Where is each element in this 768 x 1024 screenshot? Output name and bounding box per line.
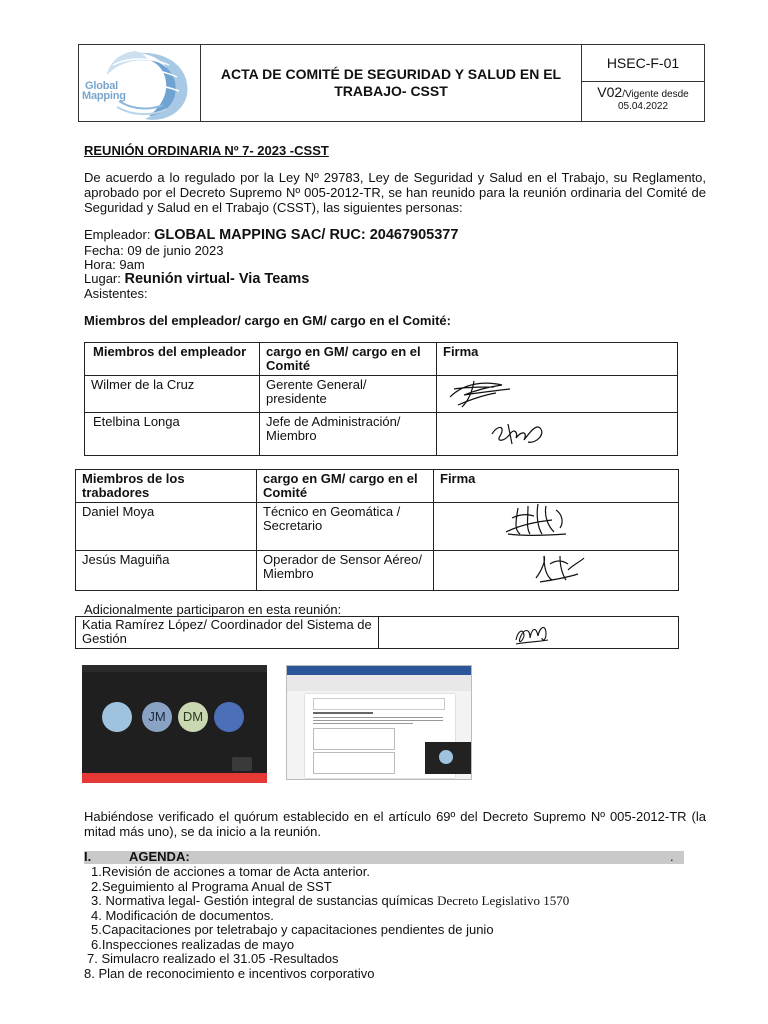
participant-avatar-photo bbox=[214, 702, 244, 732]
employer-members-table bbox=[84, 342, 678, 456]
member-role: Técnico en Geomática / Secretario bbox=[257, 503, 434, 551]
column-header: Firma bbox=[434, 470, 679, 503]
agenda-title: AGENDA: bbox=[129, 849, 190, 864]
participant-avatar: DM bbox=[178, 702, 208, 732]
member-role: Operador de Sensor Aéreo/ Miembro bbox=[257, 551, 434, 591]
logo-text-line1: Global bbox=[85, 80, 119, 92]
signature-wilmer-image bbox=[444, 375, 520, 411]
list-item: 5.Capacitaciones por teletrabajo y capacitaciones pendientes de junio bbox=[91, 922, 494, 937]
meeting-date: Fecha: 09 de junio 2023 bbox=[84, 243, 224, 258]
participant-avatar: JM bbox=[142, 702, 172, 732]
meeting-time: Hora: 9am bbox=[84, 257, 145, 272]
table-header-row bbox=[76, 470, 679, 503]
additional-participants-title: Adicionalmente participaron en esta reunión: bbox=[84, 602, 342, 617]
teams-meeting-screenshot bbox=[82, 665, 267, 783]
signature-katia-image bbox=[512, 620, 552, 648]
column-header: cargo en GM/ cargo en el Comité bbox=[257, 470, 434, 503]
place-label: Lugar: bbox=[84, 271, 125, 286]
employer-line bbox=[84, 227, 706, 243]
table-row bbox=[76, 617, 679, 649]
participant-name: Katia Ramírez López/ Coordinador del Sistema de Gestión bbox=[76, 617, 379, 649]
member-role: Gerente General/ presidente bbox=[260, 376, 437, 413]
member-name: Daniel Moya bbox=[76, 503, 257, 551]
column-header: Miembros de los trabadores bbox=[76, 470, 257, 503]
column-header: Miembros del empleador bbox=[85, 343, 260, 376]
agenda-item-3-suffix: Decreto Legislativo 1570 bbox=[437, 893, 570, 908]
agenda-dot: . bbox=[670, 849, 674, 864]
place-value: Reunión virtual- Via Teams bbox=[124, 271, 310, 287]
signature-etelbina-image bbox=[488, 414, 552, 450]
column-header: cargo en GM/ cargo en el Comité bbox=[260, 343, 437, 376]
table-row bbox=[76, 503, 679, 551]
document-header bbox=[78, 44, 705, 122]
table-header-row bbox=[85, 343, 678, 376]
column-header: Firma bbox=[437, 343, 678, 376]
document-title: ACTA DE COMITÉ DE SEGURIDAD Y SALUD EN EL TRABAJO- CSST bbox=[201, 45, 582, 121]
list-item: 2.Seguimiento al Programa Anual de SST bbox=[91, 878, 332, 894]
member-name: Jesús Maguiña bbox=[76, 551, 257, 591]
quorum-paragraph: Habiéndose verificado el quórum establecido en el artículo 69º del Decreto Supremo Nº 005-2012-TR (la mitad más uno), se da inicio a la reunión. bbox=[84, 809, 706, 839]
agenda-list bbox=[84, 865, 569, 981]
document-version bbox=[582, 82, 704, 121]
list-item bbox=[84, 894, 569, 909]
attendees-label: Asistentes: bbox=[84, 286, 148, 301]
logo-text-line2: Mapping bbox=[82, 90, 126, 102]
version-suffix: /Vigente desde bbox=[622, 89, 689, 100]
document-editor-screenshot bbox=[286, 665, 472, 780]
intro-paragraph: De acuerdo a lo regulado por la Ley Nº 29783, Ley de Seguridad y Salud en el Trabajo, su Reglamento, aprobado por el Decreto Supremo Nº 005-2012-TR, se han reunido para la reunión ordinaria del Comité de Seguridad y Salud en el Trabajo (CSST), las siguientes personas: bbox=[84, 170, 706, 215]
version-number: V02 bbox=[597, 84, 623, 100]
signature-jesus-image bbox=[530, 550, 590, 586]
document-code-block bbox=[582, 45, 704, 121]
additional-participants-table bbox=[75, 616, 679, 649]
table-row bbox=[85, 413, 678, 456]
member-name: Etelbina Longa bbox=[85, 413, 260, 456]
document-code: HSEC-F-01 bbox=[582, 45, 704, 82]
place-line bbox=[84, 271, 706, 287]
company-logo bbox=[79, 45, 201, 121]
agenda-number: I. bbox=[84, 849, 92, 864]
list-item: 4. Modificación de documentos. bbox=[91, 907, 274, 923]
employer-label: Empleador: bbox=[84, 227, 155, 242]
list-item: 7. Simulacro realizado el 31.05 -Resultados bbox=[87, 951, 339, 966]
list-item: 8. Plan de reconocimiento e incentivos corporativo bbox=[84, 965, 375, 981]
participant-avatar-logo bbox=[102, 702, 132, 732]
list-item: 1.Revisión de acciones a tomar de Acta anterior. bbox=[91, 864, 370, 879]
member-role: Jefe de Administración/ Miembro bbox=[260, 413, 437, 456]
agenda-item-3-text: 3. Normativa legal- Gestión integral de sustancias químicas bbox=[91, 893, 438, 908]
signature-cell bbox=[437, 413, 678, 456]
meeting-title: REUNIÓN ORDINARIA Nº 7- 2023 -CSST bbox=[84, 143, 329, 158]
list-item: 6.Inspecciones realizadas de mayo bbox=[91, 936, 295, 952]
employer-value: GLOBAL MAPPING SAC/ RUC: 20467905377 bbox=[154, 227, 459, 243]
signature-daniel-image bbox=[498, 500, 580, 544]
member-name: Wilmer de la Cruz bbox=[85, 376, 260, 413]
version-date: 05.04.2022 bbox=[617, 101, 669, 112]
table-row bbox=[85, 376, 678, 413]
employer-section-title: Miembros del empleador/ cargo en GM/ cargo en el Comité: bbox=[84, 313, 451, 328]
